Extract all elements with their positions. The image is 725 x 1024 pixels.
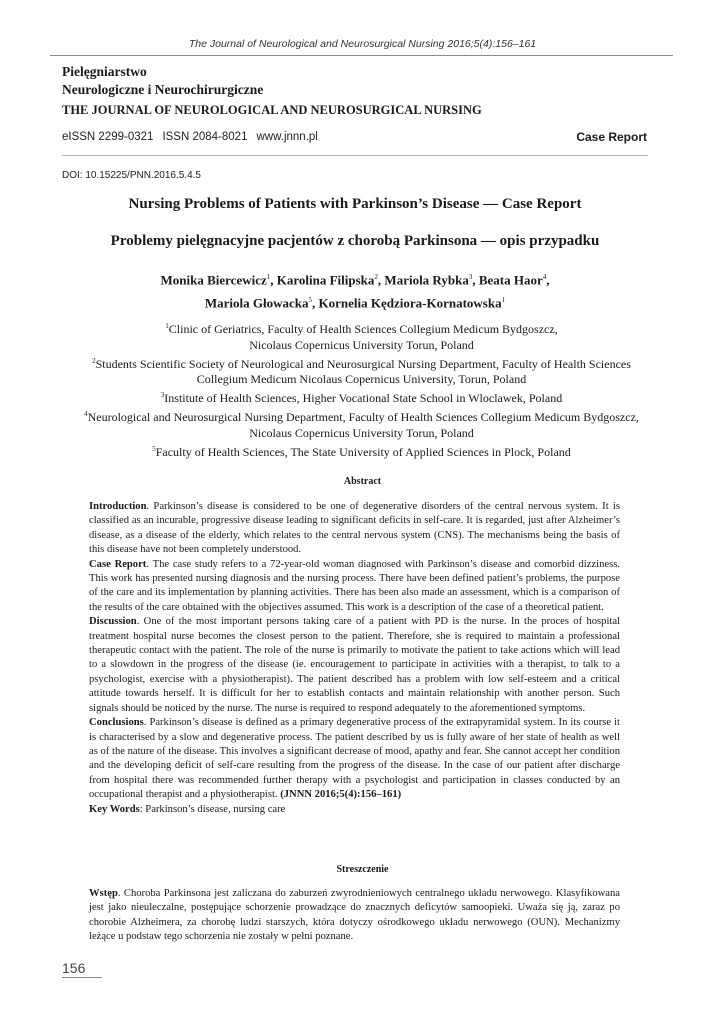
streszczenie-heading: Streszczenie [336, 864, 389, 875]
author-affiliation-mark: 5 [308, 296, 313, 305]
page-number-rule [62, 977, 102, 978]
article-title-polish: Problemy pielęgnacyjne pacjentów z chorobą Parkinsona — opis przypadku [110, 233, 600, 249]
header-rule [50, 55, 673, 56]
affiliation-line: Clinic of Geriatrics, Faculty of Health Sciences Collegium Medicum Bydgoszcz, [168, 322, 558, 336]
affiliation-4 [50, 407, 673, 426]
affiliation-line: Faculty of Health Sciences, The State University of Applied Sciences in Plock, Poland [155, 444, 571, 459]
author-affiliation-mark: 4 [542, 273, 547, 281]
author-name: Beata Haor [478, 272, 543, 288]
streszczenie-wstep [89, 887, 620, 945]
abstract-heading: Abstract [343, 476, 382, 487]
section-text: . The case study refers to a 72-year-old woman diagnosed with Parkinson’s disease and comorbid dizziness. This work has presented nursing diagnosis and the nursing process. There have been defined patient’s problems, the purpose of the care and its implementation by planning activities. There has been also made an assessment, which is a comparison of the results of the care obtained with the objectives assumed. This work is a description of the case of a theoretical patient. [89, 558, 620, 613]
citation: (JNNN 2016;5(4):156–161) [280, 789, 402, 801]
section-label: Key Words [89, 803, 140, 815]
doi[interactable]: DOI: 10.15225/PNN.2016.5.4.5 [62, 170, 201, 181]
affiliation-line: Nicolaus Copernicus University Torun, Poland [249, 337, 474, 352]
author-name: Mariola Głowacka [204, 295, 309, 311]
author-line-2: Mariola Głowacka$^5$, Kornelia Kędziora-Kornatowska$^1$ [204, 295, 506, 311]
running-head: The Journal of Neurological and Neurosurgical Nursing 2016;5(4):156–161 [188, 38, 537, 50]
issn: ISSN 2084-8021 [162, 131, 248, 143]
article-type: Case Report [576, 130, 647, 144]
section-label: Conclusions [89, 717, 144, 729]
author-affiliation-mark: 3 [468, 273, 473, 281]
abstract-discussion [89, 615, 620, 716]
affiliation-number: 1 [165, 322, 169, 330]
abstract-introduction [89, 500, 620, 558]
author-name: Karolina Filipska [276, 272, 375, 288]
author-name: Mariola Rybka [384, 272, 469, 288]
affiliation-number: 4 [84, 409, 88, 418]
author-line-1: Monika Biercewicz$^1$, Karolina Filipska$^2$, Mariola Rybka$^3$, Beata Haor$^4$, [160, 272, 550, 288]
abstract-body [89, 500, 620, 817]
affiliations [50, 319, 673, 460]
author-list [62, 267, 648, 314]
affiliation-line: Students Scientific Society of Neurological and Neurosurgical Nursing Department, Faculty of Health Sciences [95, 356, 631, 371]
affiliation-line: Neurological and Neurosurgical Nursing Department, Faculty of Health Sciences Collegium Medicum Bydgoszcz, [87, 409, 639, 424]
author-name: Monika Biercewicz [160, 272, 267, 288]
streszczenie-body [89, 887, 620, 945]
affiliation-number: 3 [160, 391, 165, 400]
affiliation-1 [50, 319, 673, 338]
affiliation-number: 5 [152, 444, 156, 453]
section-label: Case Report [89, 558, 147, 570]
section-text: . One of the most important persons taking care of a patient with PD is the nurse. In the proces of hospital treatment hospital nurse becomes the closest person to the patient. Therefore, she is required to maintain a professional therapeutic contact with the patient. The role of the nurse is primarily to motivate the patient to take actions which will lead to a slowdown in the progress of the disease (ie. encouragement to participate in activities with a therapist, to talk to a psychologist, exercise with a physiotherapist). The patient described has a problem with low self-esteem and a critical attitude towards herself. It is difficult for her to establish contacts and maintain relationship with another person. Such signals should be noticed by the nurse. The nurse is required to respond adequately to the aforementioned symptoms. [89, 616, 620, 714]
affiliation-line: Nicolaus Copernicus University Torun, Poland [249, 425, 474, 440]
doi-rule [62, 155, 648, 156]
journal-website-link[interactable]: www.jnnn.pl [256, 131, 318, 143]
affiliation-line: Institute of Health Sciences, Higher Vocational State School in Wloclawek, Poland [164, 391, 563, 406]
journal-name-polish-line2: Neurologiczne i Neurochirurgiczne [62, 82, 264, 97]
abstract-case-report [89, 558, 620, 616]
issn-line [62, 131, 327, 143]
section-label: Introduction [89, 501, 147, 512]
affiliation-number: 2 [92, 356, 96, 365]
journal-name-polish [62, 63, 263, 99]
section-text: . Parkinson’s disease is considered to be one of degenerative disorders of the central nervous system. It is classified as an incurable, progressive disease leading to significant deficits in self-care. It is regarded, just after Alzheimer’s disease, as a disease of the elderly, which relates to the central nervous system (CNS). The mechanisms being the basis of this disease have not been completely understood. [89, 501, 620, 556]
affiliation-3 [50, 388, 673, 407]
article-title-english: Nursing Problems of Patients with Parkinson’s Disease — Case Report [128, 196, 582, 212]
section-text: . Parkinson’s disease is defined as a primary degenerative process of the extrapyramidal system. In its course it is characterised by a slow and degenerative process. The patient described by us is fully aware of her state of health as well as of the nature of the disease. This involves a significant decrease of mood, apathy and fear. She cannot accept her condition and the developing deficit of self-care resulting from the progress of the disease. In the case of our patient after discharge from hospital there was recommended further therapy with a psychologist and participation in classes conducted by an occupational therapist and a physiotherapist. [89, 717, 620, 801]
abstract-keywords [89, 803, 620, 817]
affiliation-2 [50, 354, 673, 373]
keywords-text: : Parkinson’s disease, nursing care [139, 803, 286, 815]
eissn: eISSN 2299-0321 [62, 131, 154, 143]
author-affiliation-mark: 1 [501, 296, 506, 305]
page-number: 156 [62, 960, 86, 976]
author-affiliation-mark: 1 [266, 273, 271, 281]
abstract-conclusions [89, 716, 620, 802]
author-affiliation-mark: 2 [374, 273, 378, 281]
affiliation-5 [50, 442, 673, 461]
section-label: Discussion [89, 616, 137, 628]
section-label: Wstęp [89, 888, 118, 899]
section-text: . Choroba Parkinsona jest zaliczana do zaburzeń zwyrodnieniowych centralnego układu nerwowego. Klasyfikowana jest jako nieuleczalne, postępujące schorzenie prowadzące do znacznych deficytów samoopieki. Uważa się ją, zaraz po chorobie Alzheimera, za chorobę ludzi starszych, która dotyczy ośrodkowego układu nerwowego (OUN). Mechanizmy leżące u podstaw tego schorzenia nie zostały w pełni poznane. [89, 888, 620, 943]
affiliation-line: Collegium Medicum Nicolaus Copernicus University, Torun, Poland [196, 372, 527, 387]
author-name: Kornelia Kędziora-Kornatowska [318, 295, 502, 311]
journal-name-english: THE JOURNAL OF NEUROLOGICAL AND NEUROSURGICAL NURSING [62, 103, 482, 117]
journal-name-polish-line1: Pielęgniarstwo [62, 64, 147, 79]
